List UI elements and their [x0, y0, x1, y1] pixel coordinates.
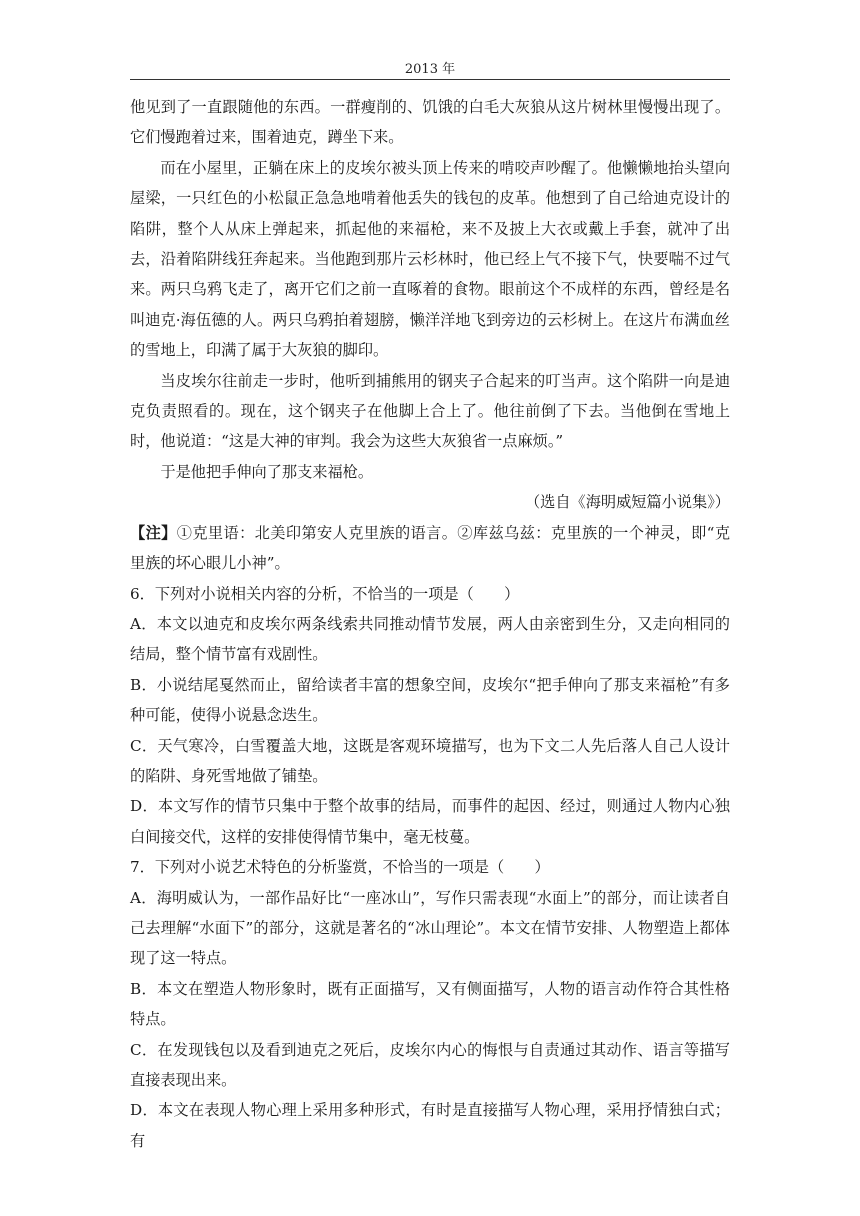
footnote [130, 518, 730, 579]
question-option: D．本文在表现人物心理上采用多种形式，有时是直接描写人物心理，采用抒情独白式；有 [130, 1101, 730, 1150]
question-stem: 7．下列对小说艺术特色的分析鉴赏，不恰当的一项是（ ） [130, 858, 550, 877]
question-option: A．海明威认为，一部作品好比“一座冰山”，写作只需表现“水面上”的部分，而让读者自己去理解“水面下”的部分，这就是著名的“冰山理论”。本文在情节安排、人物塑造上都体现了这一特点。 [130, 888, 730, 968]
page-content [130, 92, 730, 1156]
question-stem: 6．下列对小说相关内容的分析，不恰当的一项是（ ） [130, 584, 520, 603]
story-paragraph: 他见到了一直跟随他的东西。一群瘦削的、饥饿的白毛大灰狼从这片树林里慢慢出现了。它们慢跑着过来，围着迪克，蹲坐下来。 [130, 98, 730, 147]
question-option: C．天气寒冷，白雪覆盖大地，这既是客观环境描写，也为下文二人先后落人自己人设计的陷阱、身死雪地做了铺垫。 [130, 736, 730, 785]
question-option: B．本文在塑造人物形象时，既有正面描写，又有侧面描写，人物的语言动作符合其性格特点。 [130, 979, 730, 1029]
question-option: A．本文以迪克和皮埃尔两条线索共同推动情节发展，两人由亲密到生分，又走向相同的结局，整个情节富有戏剧性。 [130, 614, 730, 664]
story-paragraph: 于是他把手伸向了那支来福枪。 [160, 462, 374, 481]
question-option: B．小说结尾戛然而止，留给读者丰富的想象空间，皮埃尔“把手伸向了那支来福枪”有多种可能，使得小说悬念迭生。 [130, 675, 730, 725]
header-rule [130, 79, 730, 80]
question-option: D．本文写作的情节只集中于整个故事的结局，而事件的起因、经过，则通过人物内心独白间接交代，这样的安排使得情节集中，毫无枝蔓。 [130, 797, 730, 846]
story-source: （选自《海明威短篇小说集》） [524, 493, 730, 512]
footnote-text: ①克里语：北美印第安人克里族的语言。②库兹乌兹：克里族的一个神灵，即“克里族的坏心眼儿小神”。 [130, 523, 731, 573]
story-paragraph: 当皮埃尔往前走一步时，他听到捕熊用的钢夹子合起来的叮当声。这个陷阱一向是迪克负责照看的。现在，这个钢夹子在他脚上合上了。他往前倒了下去。当他倒在雪地上时，他说道：“这是大神的审判。我会为这些大灰狼省一点麻烦。” [130, 371, 730, 451]
question-option: C．在发现钱包以及看到迪克之死后，皮埃尔内心的悔恨与自责通过其动作、语言等描写直接表现出来。 [130, 1040, 730, 1089]
story-paragraph: 而在小屋里，正躺在床上的皮埃尔被头顶上传来的啃咬声吵醒了。他懒懒地抬头望向屋梁，一只红色的小松鼠正急急地啃着他丢失的钱包的皮革。他想到了自己给迪克设计的陷阱，整个人从床上弹起来，抓起他的来福枪，来不及披上大衣或戴上手套，就冲了出去，沿着陷阱线狂奔起来。当他跑到那片云杉林时，他已经上气不接下气，快要喘不过气来。两只乌鸦飞走了，离开它们之前一直啄着的食物。眼前这个不成样的东西，曾经是名叫迪克·海伍德的人。两只乌鸦拍着翅膀，懒洋洋地飞到旁边的云杉树上。在这片布满血丝的雪地上，印满了属于大灰狼的脚印。 [130, 158, 730, 360]
footnote-tag: 【注】 [130, 523, 177, 542]
page-header: 2013 年 [404, 62, 456, 77]
